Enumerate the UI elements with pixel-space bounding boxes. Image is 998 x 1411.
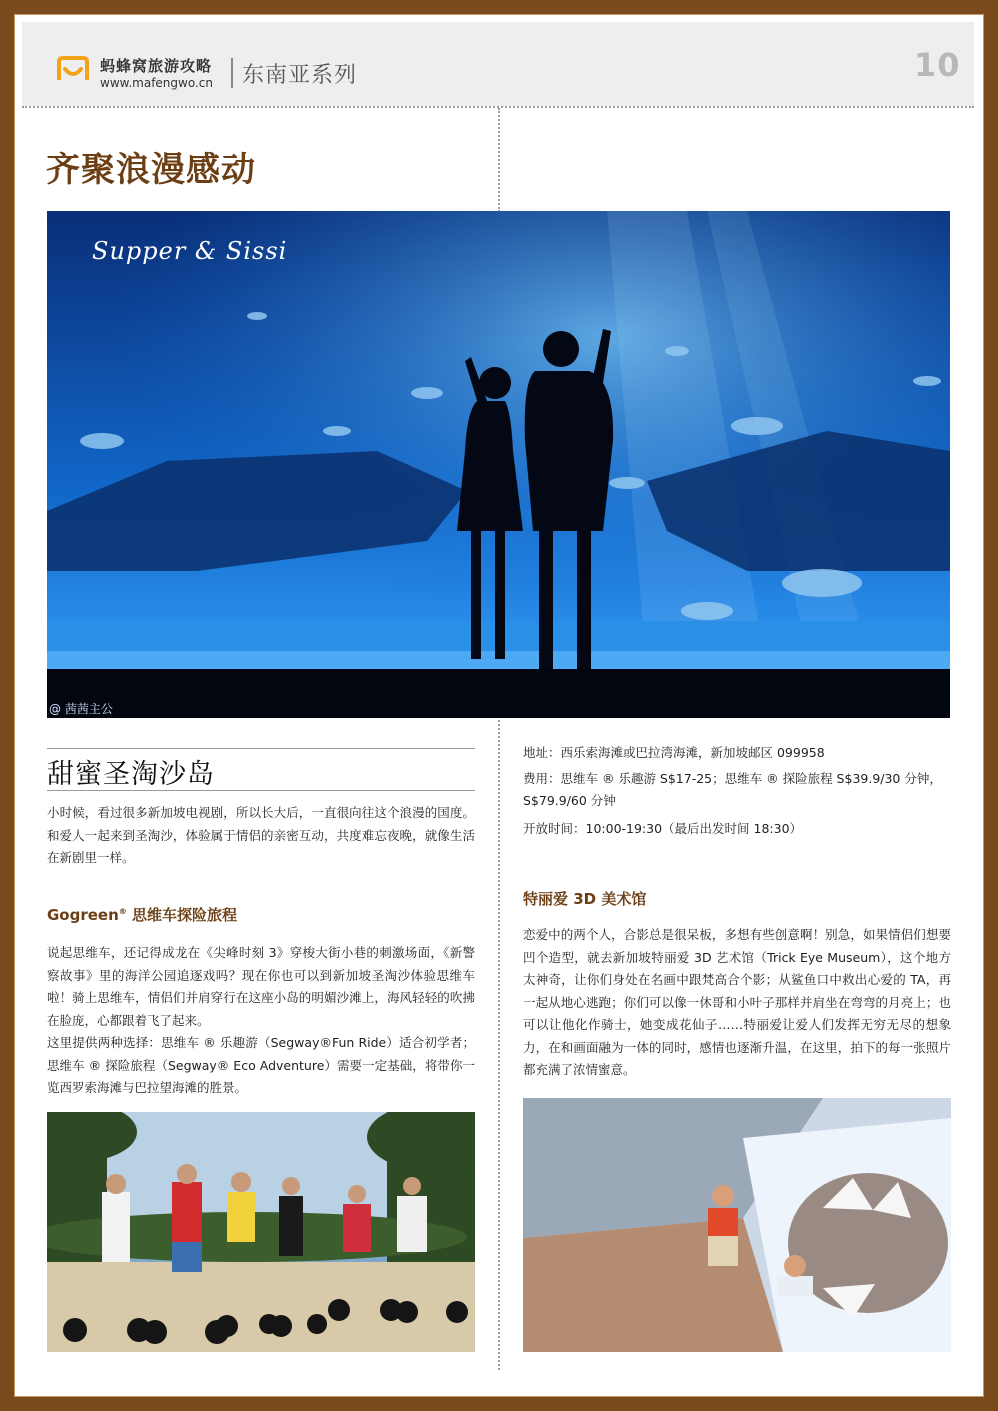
series-title: 东南亚系列 (242, 63, 358, 88)
brand-url: www.mafengwo.cn (100, 76, 213, 90)
segway-photo (47, 1112, 475, 1352)
page-number: 10 (914, 46, 961, 84)
page (22, 22, 974, 1388)
column-divider-top (498, 108, 500, 212)
logo-icon (56, 55, 90, 83)
museum-title: 特丽爱 3D 美术馆 (523, 890, 647, 908)
sentosa-heading: 甜蜜圣淘沙岛 (47, 759, 215, 790)
segway-title-brand: Gogreen (47, 906, 119, 924)
fee-line-1: 费用：思维车 ® 乐趣游 S$17-25；思维车 ® 探险旅程 S$39.9/30 分钟， (523, 771, 942, 786)
header-separator (231, 58, 233, 88)
hero-photo (47, 211, 950, 718)
segway-image (47, 1112, 475, 1352)
sentosa-intro: 小时候，看过很多新加坡电视剧，所以长大后，一直很向往这个浪漫的国度。和爱人一起来到圣淘沙，体验属于情侣的亲密互动，共度难忘夜晚，就像生活在新剧里一样。 (47, 805, 475, 865)
brand-name: 蚂蜂窝旅游攻略 (100, 57, 213, 75)
segway-title-text: 思维车探险旅程 (126, 906, 238, 924)
museum-paragraph: 恋爱中的两个人，合影总是很呆板，多想有些创意啊！别急，如果情侣们想要凹个造型，就去新加坡特丽爱 3D 艺术馆（Trick Eye Museum），这个地方太神奇，让你们身处在名画中跟梵高合个影；从鲨鱼口中救出心爱的 TA，再一起从地心逃跑；你们可以像一休哥和小叶子那样并肩坐在弯弯的月亮上；也可以让他化作骑士，她变成花仙子……特丽爱让爱人们发挥无穷无尽的想象力，在和画面融为一体的同时，感情也逐渐升温，在这里，拍下的每一张照片都充满了浓情蜜意。 (523, 927, 951, 1077)
column-divider-bottom (498, 720, 500, 1370)
trick-eye-photo (523, 1098, 951, 1352)
fee-line-2: S$79.9/60 分钟 (523, 793, 616, 808)
opening-hours: 开放时间：10:00-19:30（最后出发时间 18:30） (523, 821, 803, 836)
section-title: 齐聚浪漫感动 (46, 150, 256, 190)
segway-paragraph-2: 这里提供两种选择：思维车 ® 乐趣游（Segway®Fun Ride）适合初学者；思维车 ® 探险旅程（Segway® Eco Adventure）需要一定基础，将带你一览西罗索海滩与巴拉望海滩的胜景。 (47, 1035, 475, 1095)
trick-eye-image (523, 1098, 951, 1352)
address-line: 地址：西乐索海滩或巴拉湾海滩，新加坡邮区 099958 (523, 745, 825, 760)
heading-rule-top (47, 748, 475, 749)
hero-caption: Supper & Sissi (92, 237, 288, 265)
header (22, 22, 974, 106)
segway-paragraph-1: 说起思维车，还记得成龙在《尖峰时刻 3》穿梭大街小巷的刺激场面，《新警察故事》里的海洋公园追逐戏吗？现在你也可以到新加坡圣淘沙体验思维车啦！骑上思维车，情侣们并肩穿行在这座小岛的明媚沙滩上，海风轻轻的吹拂在脸庞，心都跟着飞了起来。 (47, 945, 475, 1028)
registered-mark: ® (118, 907, 127, 916)
photo-credit: @ 茜茜主公 (49, 702, 113, 716)
segway-title (47, 904, 237, 925)
aquarium-image (47, 211, 950, 718)
heading-rule-bottom (47, 790, 475, 791)
